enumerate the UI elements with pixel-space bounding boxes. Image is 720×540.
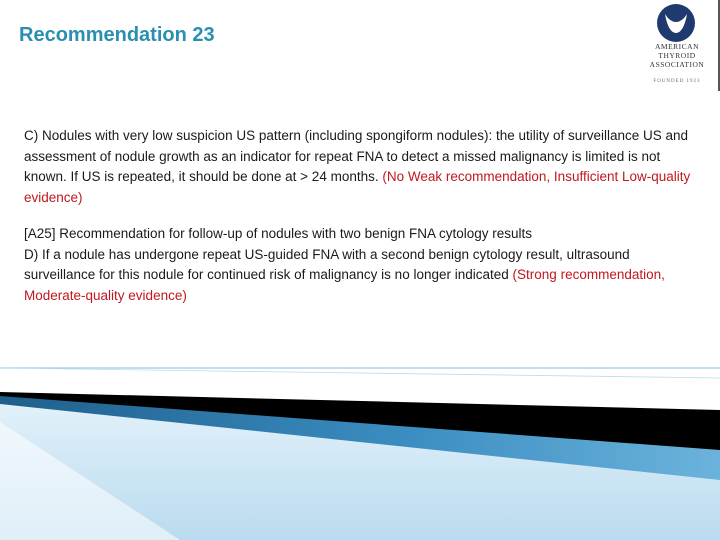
recommendation-c-text: C) Nodules with very low suspicion US pattern (including spongiform nodules): the utility of surveillance US and assessment of nodule growth as an indicator for repeat FNA to detect a missed malignancy is limited is not known. If US is repeated, it should be done at > 24 months. [24, 128, 689, 184]
decorative-footer-band [0, 360, 720, 540]
logo-name [638, 42, 716, 69]
recommendation-a25-heading: [A25] Recommendation for follow-up of nodules with two benign FNA cytology results [24, 226, 533, 241]
recommendation-c [24, 126, 704, 208]
logo-line-association: ASSOCIATION [649, 60, 705, 69]
logo-founded: FOUNDED 1923 [653, 79, 701, 84]
logo-line-american: AMERICAN [654, 42, 699, 51]
recommendation-d-text: D) If a nodule has undergone repeat US-guided FNA with a second benign cytology result, ultrasound surveillance for this nodule for continued risk of malignancy is no longer indicated [24, 246, 630, 282]
logo-line-thyroid: THYROID [658, 51, 696, 60]
ata-logo [636, 0, 720, 91]
recommendation-d-evidence: (Strong recommendation, Moderate-quality evidence) [24, 267, 665, 303]
recommendation-a25 [24, 224, 704, 306]
recommendation-c-evidence: (No Weak recommendation, Insufficient Low-quality evidence) [24, 169, 691, 205]
slide-title: Recommendation 23 [19, 24, 215, 46]
thyroid-seal-icon [654, 2, 698, 44]
slide-body [24, 126, 704, 322]
